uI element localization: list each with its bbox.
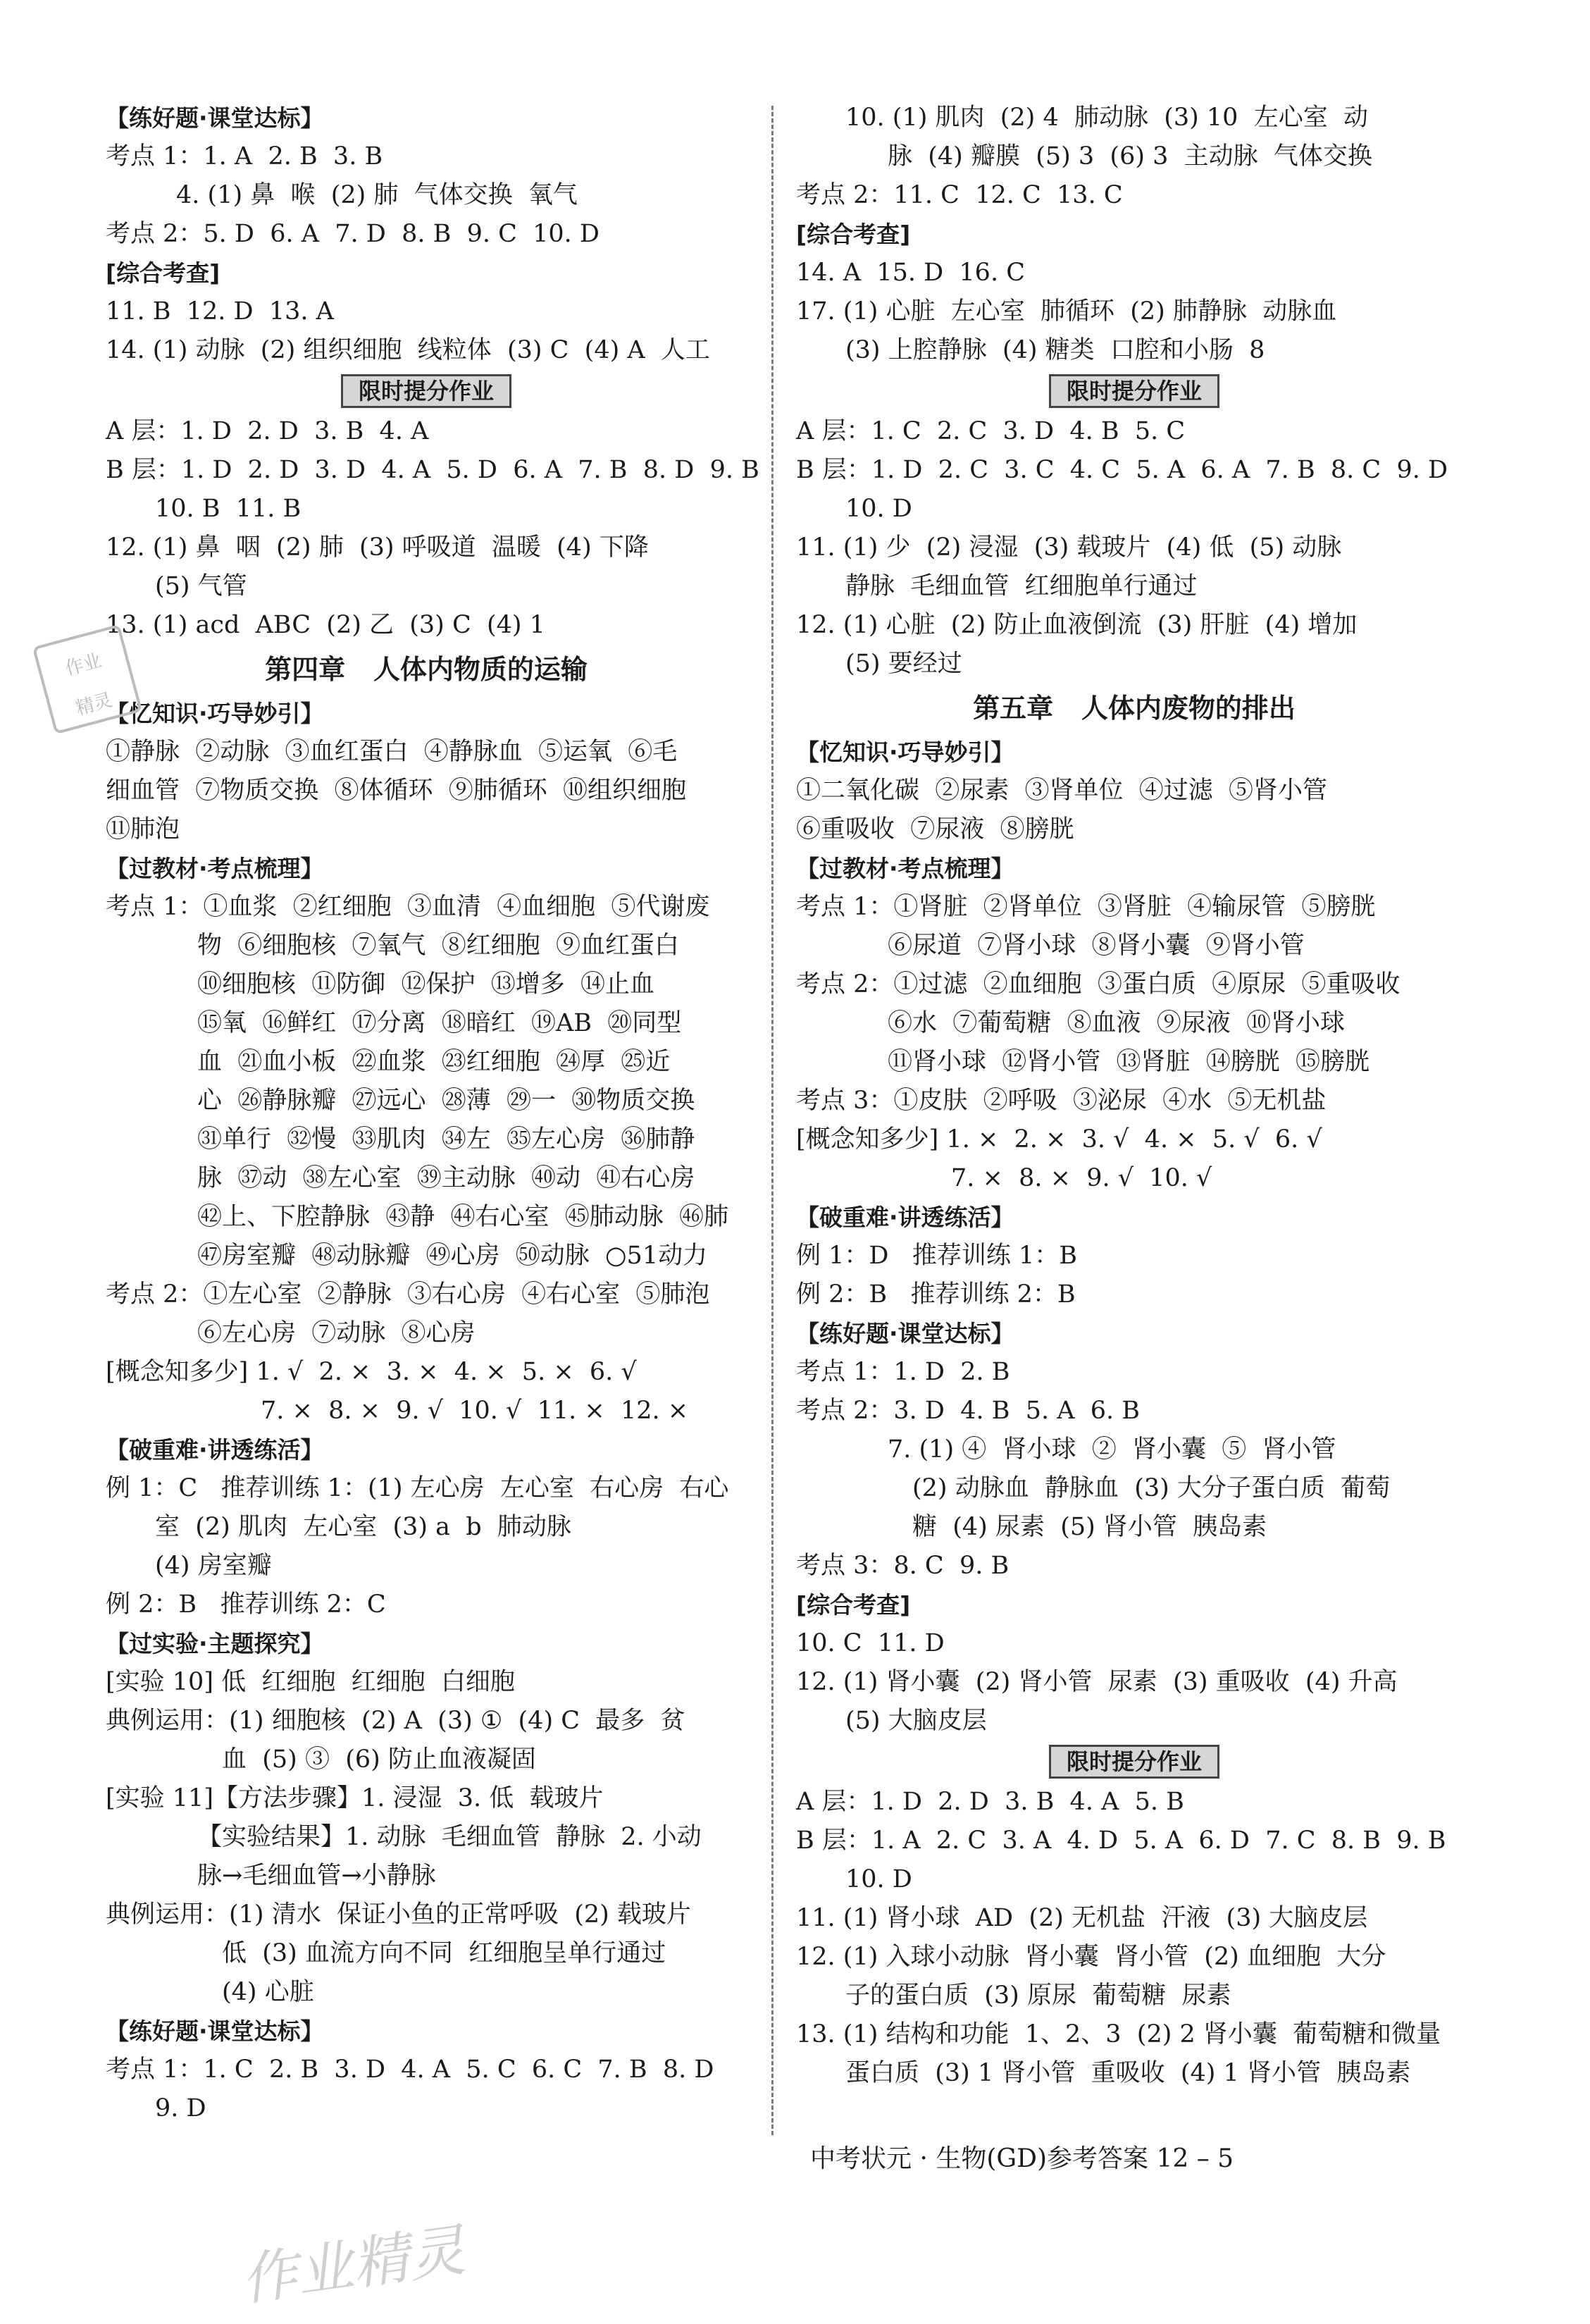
section-banner-label: 限时提分作业	[1049, 374, 1219, 408]
answer-line: ⑥水 ⑦葡萄糖 ⑧血液 ⑨尿液 ⑩肾小球	[888, 1009, 1346, 1037]
section-heading: 【练好题·课堂达标】	[796, 1320, 1014, 1347]
section-heading: [综合考查]	[106, 259, 221, 287]
watermark-text: 作业精灵	[237, 2217, 469, 2313]
answer-line: 12. (1) 入球小动脉 肾小囊 肾小管 (2) 血细胞 大分	[796, 1943, 1386, 1971]
answer-line: 考点 2：11. C 12. C 13. C	[796, 181, 1123, 209]
answer-line: 13. (1) 结构和功能 1、2、3 (2) 2 肾小囊 葡萄糖和微量	[796, 2020, 1441, 2048]
answer-line: 蛋白质 (3) 1 肾小管 重吸收 (4) 1 肾小管 胰岛素	[845, 2059, 1411, 2087]
answer-line: [实验 10] 低 红细胞 红细胞 白细胞	[106, 1668, 515, 1696]
answer-line: 考点 2：①左心室 ②静脉 ③右心房 ④右心室 ⑤肺泡	[106, 1280, 710, 1309]
answer-line: [概念知多少] 1. × 2. × 3. √ 4. × 5. √ 6. √	[796, 1125, 1322, 1154]
answer-line: 例 1：D 推荐训练 1：B	[796, 1242, 1077, 1270]
answer-line: 子的蛋白质 (3) 原尿 葡萄糖 尿素	[845, 1982, 1231, 2010]
answer-line: (4) 心脏	[222, 1978, 314, 2006]
answer-line: 12. (1) 鼻 咽 (2) 肺 (3) 呼吸道 温暖 (4) 下降	[106, 533, 649, 562]
answer-line: 10. C 11. D	[796, 1629, 945, 1657]
answer-line: 11. (1) 少 (2) 浸湿 (3) 载玻片 (4) 低 (5) 动脉	[796, 533, 1342, 562]
section-banner-label: 限时提分作业	[341, 374, 511, 408]
answer-line: 例 2：B 推荐训练 2：B	[796, 1280, 1076, 1309]
answer-line: 血 ㉑血小板 ㉒血浆 ㉓红细胞 ㉔厚 ㉕近	[197, 1048, 671, 1076]
answer-line: ①静脉 ②动脉 ③血红蛋白 ④静脉血 ⑤运氧 ⑥毛	[106, 738, 678, 766]
answer-line: 14. A 15. D 16. C	[796, 259, 1025, 287]
answer-line: 糖 (4) 尿素 (5) 肾小管 胰岛素	[912, 1513, 1267, 1541]
answer-line: 14. (1) 动脉 (2) 组织细胞 线粒体 (3) C (4) A 人工	[106, 336, 710, 364]
column-divider	[771, 106, 774, 2135]
answer-line: 考点 1：①肾脏 ②肾单位 ③肾脏 ④输尿管 ⑤膀胱	[796, 893, 1376, 921]
answer-line: [实验 11]【方法步骤】1. 浸湿 3. 低 载玻片	[106, 1784, 604, 1812]
answer-line: 考点 2：5. D 6. A 7. D 8. B 9. C 10. D	[106, 220, 600, 248]
answer-line: 静脉 毛细血管 红细胞单行通过	[845, 572, 1198, 600]
chapter-title: 第五章 人体内废物的排出	[973, 693, 1296, 724]
answer-line: 脉→毛细血管→小静脉	[197, 1862, 436, 1890]
answer-line: 心 ㉖静脉瓣 ㉗远心 ㉘薄 ㉙一 ㉚物质交换	[197, 1087, 695, 1115]
section-heading: 【破重难·讲透练活】	[796, 1204, 1014, 1231]
section-heading: 【练好题·课堂达标】	[106, 104, 324, 132]
answer-line: 7. × 8. × 9. √ 10. √ 11. × 12. ×	[261, 1397, 689, 1425]
right-column	[796, 99, 1472, 2093]
answer-line: 低 (3) 血流方向不同 红细胞呈单行通过	[222, 1939, 666, 1967]
answer-line: (4) 房室瓣	[155, 1552, 272, 1580]
answer-line: 考点 1：1. C 2. B 3. D 4. A 5. C 6. C 7. B 8. D	[106, 2056, 714, 2084]
section-heading: 【过教材·考点梳理】	[106, 855, 324, 882]
answer-line: ㊼房室瓣 ㊽动脉瓣 ㊾心房 ㊿动脉 ○51动力	[197, 1242, 708, 1270]
answer-line: ㊷上、下腔静脉 ㊸静 ㊹右心室 ㊺肺动脉 ㊻肺	[197, 1203, 729, 1231]
answer-line: 血 (5) ③ (6) 防止血液凝固	[222, 1745, 536, 1774]
watermark-stamp-line2: 精灵	[73, 689, 115, 719]
answer-line: 9. D	[155, 2094, 206, 2122]
answer-line: ⑪肺泡	[106, 815, 180, 843]
answer-line: 10. D	[845, 1865, 912, 1893]
answer-line: 脉 ㊲动 ㊳左心室 ㊴主动脉 ㊵动 ㊶右心房	[197, 1164, 695, 1192]
page-footer: 中考状元 · 生物(GD)参考答案 12 – 5	[810, 2144, 1234, 2173]
section-heading: 【练好题·课堂达标】	[106, 2017, 324, 2045]
answer-line: 13. (1) acd ABC (2) 乙 (3) C (4) 1	[106, 611, 545, 639]
section-heading: [综合考查]	[796, 1591, 911, 1619]
answer-line: ⑮氧 ⑯鲜红 ⑰分离 ⑱暗红 ⑲AB ⑳同型	[197, 1009, 682, 1037]
answer-line: 11. (1) 肾小球 AD (2) 无机盐 汗液 (3) 大脑皮层	[796, 1904, 1368, 1932]
section-heading: 【忆知识·巧导妙引】	[796, 738, 1014, 766]
section-banner	[796, 1741, 1472, 1783]
answer-line: (3) 上腔静脉 (4) 糖类 口腔和小肠 8	[845, 336, 1265, 364]
answer-line: B 层：1. D 2. C 3. C 4. C 5. A 6. A 7. B 8. C 9. D	[796, 456, 1448, 484]
answer-line: 考点 2：①过滤 ②血细胞 ③蛋白质 ④原尿 ⑤重吸收	[796, 970, 1400, 999]
answer-line: [概念知多少] 1. √ 2. × 3. × 4. × 5. × 6. √	[106, 1358, 637, 1386]
section-banner-label: 限时提分作业	[1049, 1745, 1219, 1779]
section-heading: 【破重难·讲透练活】	[106, 1436, 324, 1464]
answer-line: 考点 3：①皮肤 ②呼吸 ③泌尿 ④水 ⑤无机盐	[796, 1087, 1327, 1115]
answer-line: 11. B 12. D 13. A	[106, 297, 334, 326]
answer-line: A 层：1. D 2. D 3. B 4. A	[106, 417, 429, 445]
answer-line: (5) 气管	[155, 572, 247, 600]
answer-line: ①二氧化碳 ②尿素 ③肾单位 ④过滤 ⑤肾小管	[796, 777, 1328, 805]
answer-line: 4. (1) 鼻 喉 (2) 肺 气体交换 氧气	[176, 181, 578, 209]
answer-line: 物 ⑥细胞核 ⑦氧气 ⑧红细胞 ⑨血红蛋白	[197, 932, 680, 960]
answer-line: 10. (1) 肌肉 (2) 4 肺动脉 (3) 10 左心室 动	[845, 104, 1368, 132]
answer-line: ⑥重吸收 ⑦尿液 ⑧膀胱	[796, 815, 1074, 843]
answer-line: 脉 (4) 瓣膜 (5) 3 (6) 3 主动脉 气体交换	[888, 142, 1372, 171]
answer-line: 【实验结果】1. 动脉 毛细血管 静脉 2. 小动	[197, 1823, 702, 1851]
answer-line: (5) 大脑皮层	[845, 1707, 987, 1735]
answer-line: B 层：1. A 2. C 3. A 4. D 5. A 6. D 7. C 8. B 9. B	[796, 1827, 1446, 1855]
answer-line: 12. (1) 肾小囊 (2) 肾小管 尿素 (3) 重吸收 (4) 升高	[796, 1668, 1398, 1696]
answer-line: 7. × 8. × 9. √ 10. √	[951, 1164, 1212, 1192]
answer-line: ⑩细胞核 ⑪防御 ⑫保护 ⑬增多 ⑭止血	[197, 970, 655, 999]
left-column	[106, 99, 759, 2128]
answer-line: 12. (1) 心脏 (2) 防止血液倒流 (3) 肝脏 (4) 增加	[796, 611, 1358, 639]
answer-line: ⑥左心房 ⑦动脉 ⑧心房	[197, 1319, 476, 1347]
section-heading: [综合考查]	[796, 221, 911, 248]
answer-line: ⑪肾小球 ⑫肾小管 ⑬肾脏 ⑭膀胱 ⑮膀胱	[888, 1048, 1370, 1076]
chapter-title: 第四章 人体内物质的运输	[265, 654, 588, 685]
section-heading: 【过教材·考点梳理】	[796, 855, 1014, 882]
answer-line: 例 2：B 推荐训练 2：C	[106, 1590, 386, 1619]
answer-line: 考点 1：①血浆 ②红细胞 ③血清 ④血细胞 ⑤代谢废	[106, 893, 710, 921]
answer-line: 例 1：C 推荐训练 1：(1) 左心房 左心室 右心房 右心	[106, 1474, 729, 1502]
answer-line: (5) 要经过	[845, 650, 962, 678]
answer-line: 考点 3：8. C 9. B	[796, 1552, 1010, 1580]
answer-line: 考点 1：1. D 2. B	[796, 1358, 1010, 1386]
answer-line: A 层：1. D 2. D 3. B 4. A 5. B	[796, 1788, 1184, 1816]
section-heading: 【忆知识·巧导妙引】	[106, 700, 324, 727]
answer-line: 17. (1) 心脏 左心室 肺循环 (2) 肺静脉 动脉血	[796, 297, 1337, 326]
answer-line: 典例运用：(1) 清水 保证小鱼的正常呼吸 (2) 载玻片	[106, 1900, 691, 1929]
answer-line: ㉛单行 ㉜慢 ㉝肌肉 ㉞左 ㉟左心房 ㊱肺静	[197, 1125, 695, 1154]
answer-line: 10. B 11. B	[155, 495, 302, 523]
answer-line: A 层：1. C 2. C 3. D 4. B 5. C	[796, 417, 1186, 445]
section-heading: 【过实验·主题探究】	[106, 1630, 324, 1657]
answer-line: 7. (1) ④ 肾小球 ② 肾小囊 ⑤ 肾小管	[888, 1435, 1336, 1464]
answer-line: 考点 2：3. D 4. B 5. A 6. B	[796, 1397, 1141, 1425]
answer-line: 考点 1：1. A 2. B 3. B	[106, 142, 383, 171]
answer-line: 10. D	[845, 495, 912, 523]
answer-line: 室 (2) 肌肉 左心室 (3) a b 肺动脉	[155, 1513, 571, 1541]
answer-line: ⑥尿道 ⑦肾小球 ⑧肾小囊 ⑨肾小管	[888, 932, 1305, 960]
answer-line: B 层：1. D 2. D 3. D 4. A 5. D 6. A 7. B 8. D 9. B	[106, 456, 759, 484]
answer-line: (2) 动脉血 静脉血 (3) 大分子蛋白质 葡萄	[912, 1474, 1391, 1502]
section-banner	[106, 370, 747, 412]
answer-line: 细血管 ⑦物质交换 ⑧体循环 ⑨肺循环 ⑩组织细胞	[106, 777, 687, 805]
answer-line: 典例运用：(1) 细胞核 (2) A (3) ① (4) C 最多 贫	[106, 1707, 685, 1735]
watermark-stamp-line1: 作业	[63, 650, 104, 680]
section-banner	[796, 370, 1472, 412]
